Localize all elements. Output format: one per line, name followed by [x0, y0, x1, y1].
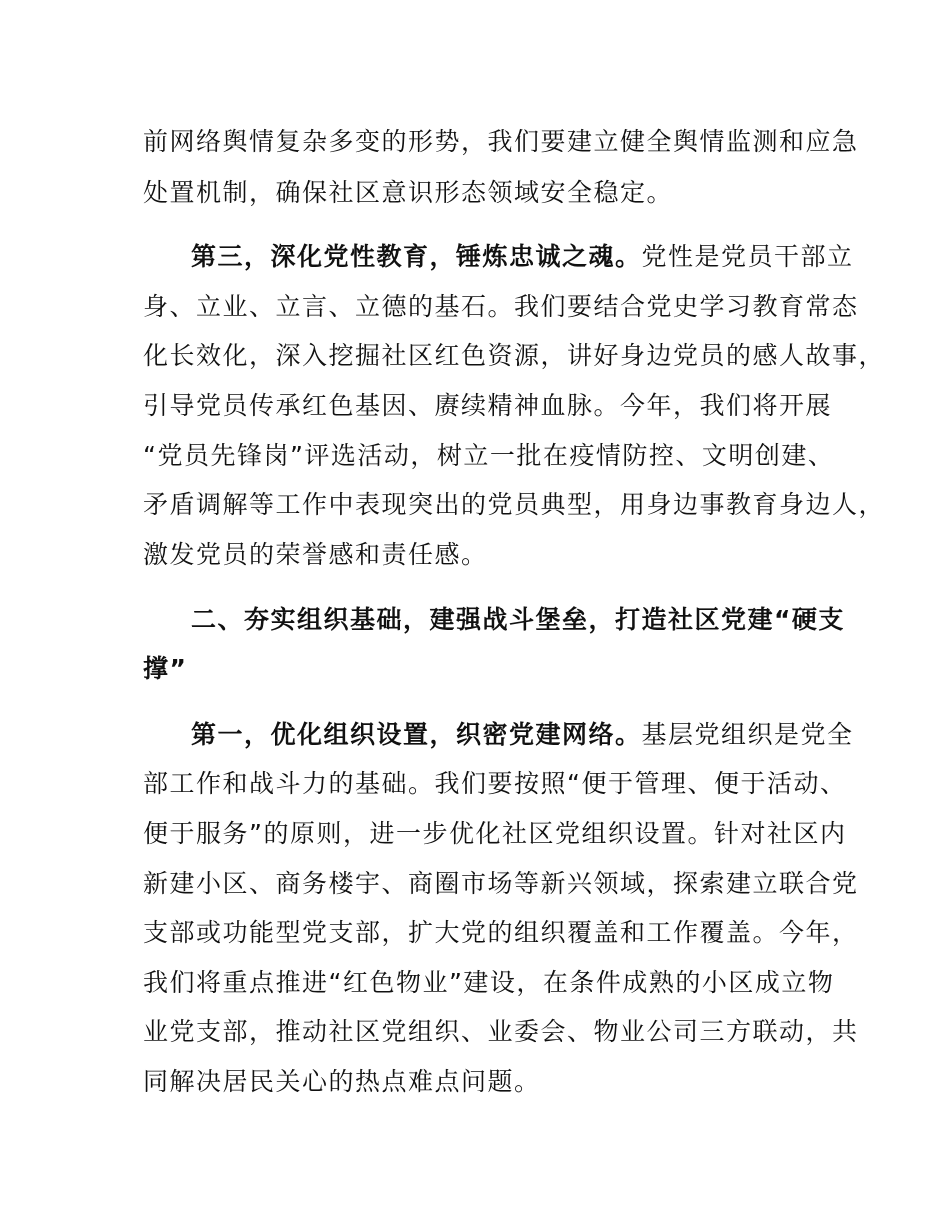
paragraph-2-first-line-text: 党性是党员干部立: [641, 242, 854, 271]
paragraph-2-line-1: [191, 233, 871, 281]
paragraph-3-line-5: 支部或功能型党支部，扩大党的组织覆盖和工作覆盖。今年，: [143, 918, 859, 947]
paragraph-2-heading: 第三，深化党性教育，锤炼忠诚之魂。: [191, 242, 642, 271]
paragraph-3-first-line-text: 基层党组织是党全: [641, 720, 854, 749]
paragraph-3-line-7: 业党支部，推动社区党组织、业委会、物业公司三方联动，共: [143, 1017, 859, 1046]
paragraph-2-line-3: 化长效化，深入挖掘社区红色资源，讲好身边党员的感人故事，: [143, 341, 886, 370]
paragraph-3-line-3: 便于服务”的原则，进一步优化社区党组织设置。针对社区内: [143, 819, 847, 848]
paragraph-3-line-8: 同解决居民关心的热点难点问题。: [143, 1067, 541, 1096]
section-heading-line-2: 撑”: [143, 654, 188, 683]
section-heading-line-1: 二、夯实组织基础，建强战斗堡垒，打造社区党建“硬支: [191, 605, 845, 634]
paragraph-3-heading: 第一，优化组织设置，织密党建网络。: [191, 720, 642, 749]
paragraph-2-line-7: 激发党员的荣誉感和责任感。: [143, 540, 488, 569]
paragraph-1-line-2: 处置机制，确保社区意识形态领域安全稳定。: [143, 178, 674, 207]
paragraph-2-line-4: 引导党员传承红色基因、赓续精神血脉。今年，我们将开展: [143, 391, 833, 420]
paragraph-3-line-2: 部工作和战斗力的基础。我们要按照“便于管理、便于活动、: [143, 769, 847, 798]
paragraph-2-line-5: “党员先锋岗”评选活动，树立一批在疫情防控、文明创建、: [143, 441, 835, 470]
paragraph-2-line-6: 矛盾调解等工作中表现突出的党员典型，用身边事教育身边人，: [143, 490, 886, 519]
paragraph-3-line-4: 新建小区、商务楼宇、商圈市场等新兴领域，探索建立联合党: [143, 869, 859, 898]
paragraph-1-line-1: 前网络舆情复杂多变的形势，我们要建立健全舆情监测和应急: [143, 127, 859, 156]
paragraph-3-line-6: 我们将重点推进“红色物业”建设，在条件成熟的小区成立物: [143, 968, 835, 997]
paragraph-3-line-1: [191, 711, 871, 759]
paragraph-2-line-2: 身、立业、立言、立德的基石。我们要结合党史学习教育常态: [143, 292, 859, 321]
